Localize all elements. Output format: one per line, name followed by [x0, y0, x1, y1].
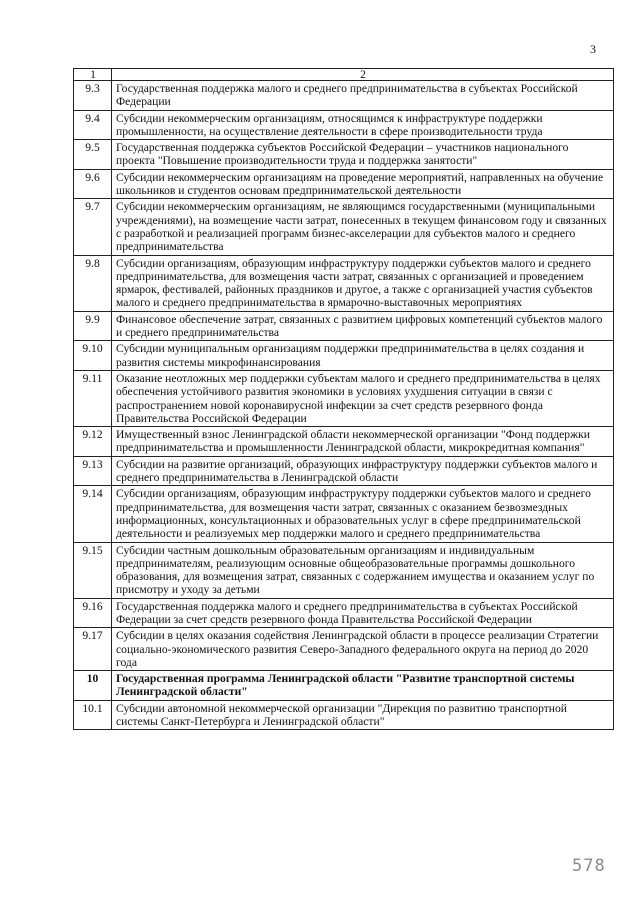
- row-description: Субсидии в целях оказания содействия Ленинградской области в процессе реализации Стратегии социально-экономического развития Северо-Западного федерального округа на период до 2020 года: [112, 628, 614, 671]
- row-number: 9.16: [74, 598, 112, 628]
- row-description: Субсидии организациям, образующим инфраструктуру поддержки субъектов малого и среднего предпринимательства, для возмещения части затрат, связанных с оказанием безвозмездных информационных, консультационных и образовательных услуг в сфере предпринимательской деятельности и реализуемых мер поддержки малого и среднего предпринимательства: [112, 486, 614, 542]
- row-number: 9.15: [74, 542, 112, 598]
- table-row: [74, 255, 614, 311]
- page-number: 3: [590, 42, 596, 56]
- row-description: Субсидии автономной некоммерческой организации "Дирекция по развитию транспортной системы Санкт-Петербурга и Ленинградской области": [112, 700, 614, 730]
- row-description: Финансовое обеспечение затрат, связанных с развитием цифровых компетенций субъектов малого и среднего предпринимательства: [112, 311, 614, 341]
- row-number: 9.11: [74, 370, 112, 426]
- row-number: 9.12: [74, 427, 112, 457]
- header-col-2: 2: [112, 69, 614, 81]
- table-row: [74, 311, 614, 341]
- table-row: [74, 456, 614, 486]
- row-description: Субсидии частным дошкольным образовательным организациям и индивидуальным предпринимателям, реализующим основные общеобразовательные программы дошкольного образования, для возмещения затрат, связанных с содержанием имущества и оказанием услуг по присмотру и уходу за детьми: [112, 542, 614, 598]
- page-stamp: 578: [572, 856, 606, 876]
- header-col-1: 1: [74, 69, 112, 81]
- row-description: Государственная поддержка малого и среднего предпринимательства в субъектах Российской Федерации за счет средств резервного фонда Правительства Российской Федерации: [112, 598, 614, 628]
- row-number: 9.17: [74, 628, 112, 671]
- expenditure-table: [73, 68, 614, 730]
- row-description: Субсидии некоммерческим организациям на проведение мероприятий, направленных на обучение школьников и студентов основам предпринимательской деятельности: [112, 169, 614, 199]
- row-description: Субсидии на развитие организаций, образующих инфраструктуру поддержки субъектов малого и среднего предпринимательства в Ленинградской области: [112, 456, 614, 486]
- table-row: [74, 598, 614, 628]
- table-row: [74, 700, 614, 730]
- table-row: [74, 628, 614, 671]
- row-description: Субсидии муниципальным организациям поддержки предпринимательства в целях создания и развития системы микрофинансирования: [112, 341, 614, 371]
- table-row: [74, 341, 614, 371]
- row-number: 10: [74, 671, 112, 701]
- table-row: [74, 486, 614, 542]
- table-row: [74, 110, 614, 140]
- row-number: 9.14: [74, 486, 112, 542]
- row-description: Субсидии организациям, образующим инфраструктуру поддержки субъектов малого и среднего предпринимательства, для возмещения части затрат, связанных с организацией и проведением ярмарок, фестивалей, районных праздников и другое, а также с организацией участия субъектов малого и среднего предпринимательства в ярмарочно-выставочных мероприятиях: [112, 255, 614, 311]
- row-number: 9.5: [74, 140, 112, 170]
- table-row: [74, 199, 614, 255]
- row-number: 9.13: [74, 456, 112, 486]
- row-number: 9.9: [74, 311, 112, 341]
- row-number: 9.7: [74, 199, 112, 255]
- row-description: Имущественный взнос Ленинградской области некоммерческой организации "Фонд поддержки предпринимательства и промышленности Ленинградской области, микрокредитная компания": [112, 427, 614, 457]
- row-description: Государственная поддержка субъектов Российской Федерации – участников национального проекта "Повышение производительности труда и поддержка занятости": [112, 140, 614, 170]
- table-row: [74, 169, 614, 199]
- row-number: 9.3: [74, 81, 112, 111]
- table-row: [74, 671, 614, 701]
- row-description: Оказание неотложных мер поддержки субъектам малого и среднего предпринимательства в целях обеспечения устойчивого развития экономики в условиях ухудшения ситуации в связи с распространением новой коронавирусной инфекции за счет средств резервного фонда Правительства Российской Федерации: [112, 370, 614, 426]
- row-number: 9.10: [74, 341, 112, 371]
- row-description: Субсидии некоммерческим организациям, относящимся к инфраструктуре поддержки промышленности, на осуществление деятельности в сфере производительности труда: [112, 110, 614, 140]
- table-header-row: [74, 69, 614, 81]
- table-row: [74, 81, 614, 111]
- row-number: 9.6: [74, 169, 112, 199]
- row-number: 10.1: [74, 700, 112, 730]
- row-number: 9.4: [74, 110, 112, 140]
- row-description: Государственная программа Ленинградской области "Развитие транспортной системы Ленинградской области": [112, 671, 614, 701]
- row-description: Субсидии некоммерческим организациям, не являющимся государственными (муниципальными учреждениями), на возмещение части затрат, понесенных в текущем финансовом году и связанных с разработкой и реализацией программ бизнес-акселерации для субъектов малого и среднего предпринимательства: [112, 199, 614, 255]
- table-row: [74, 427, 614, 457]
- row-number: 9.8: [74, 255, 112, 311]
- row-description: Государственная поддержка малого и среднего предпринимательства в субъектах Российской Федерации: [112, 81, 614, 111]
- table-row: [74, 140, 614, 170]
- table-row: [74, 542, 614, 598]
- table-row: [74, 370, 614, 426]
